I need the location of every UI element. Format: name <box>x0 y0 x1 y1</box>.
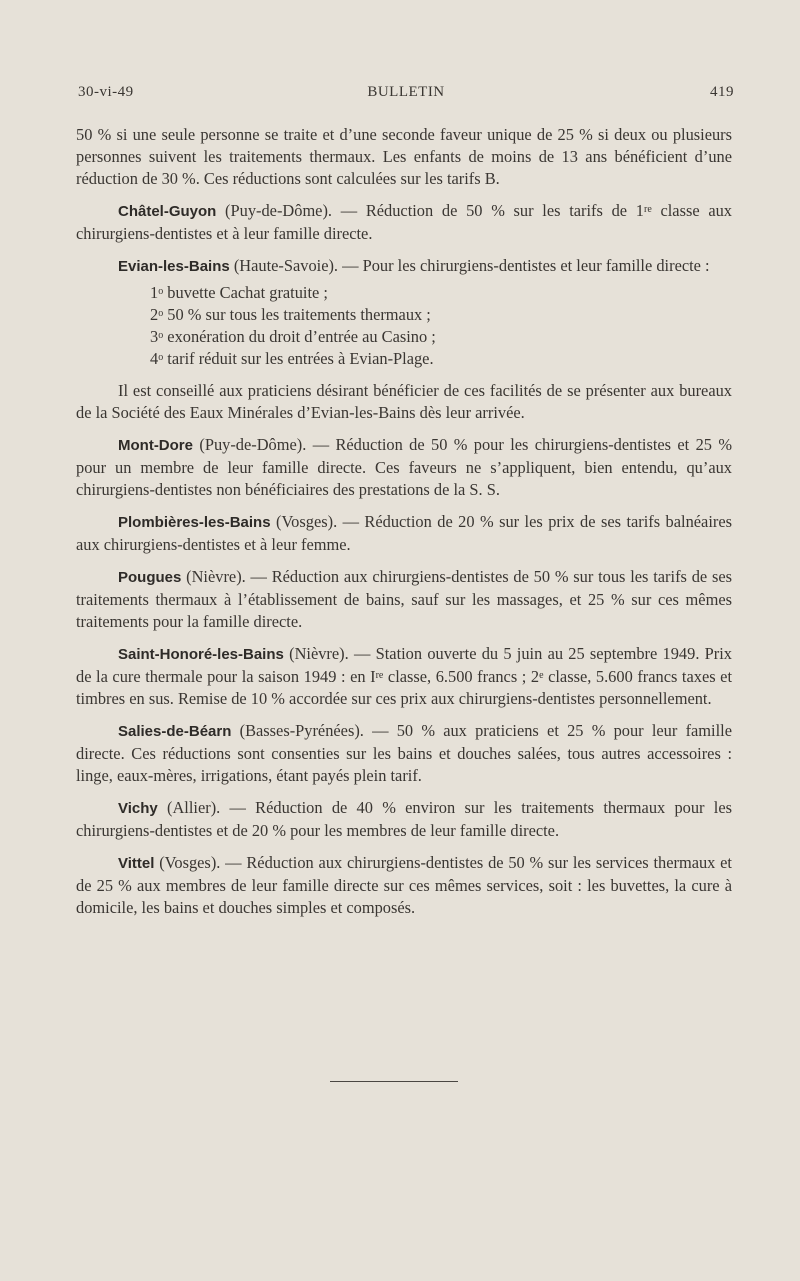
list-item: 2$^o$ 50 % sur tous les traitements thermaux ; <box>150 305 431 324</box>
station-name: Plombières-les-Bains <box>118 514 271 531</box>
station-name: Vichy <box>118 800 158 817</box>
entry-text: (Vosges). — Réduction aux chirurgiens-dentistes de 50 % sur les services thermaux et de 25 % aux membres de leur famille directe sur ces mêmes services, soit : les buvettes, la cure à domicile, les bains et douches simples et composés. <box>76 853 732 917</box>
entry-text: (Nièvre). — Réduction aux chirurgiens-dentistes de 50 % sur tous les tarifs de ses traitements thermaux à l’établissement de bains, sauf sur les massages, et 25 % sur ces mêmes traitements pour la famille directe. <box>76 567 732 631</box>
entry-mont-dore <box>76 434 732 501</box>
station-name: Vittel <box>118 855 155 872</box>
station-name: Châtel-Guyon <box>118 203 217 220</box>
entry-text: (Vosges). — Réduction de 20 % sur les prix de ses tarifs balnéaires aux chirurgiens-dentistes et à leur femme. <box>76 512 732 554</box>
entry-salies-de-bearn <box>76 720 732 787</box>
bulletin-title: BULLETIN <box>367 84 445 100</box>
ordinal-suffix: re <box>643 204 652 215</box>
list-item: 4$^o$ tarif réduit sur les entrées à Evian-Plage. <box>150 349 434 368</box>
page-number: 419 <box>710 84 734 100</box>
entry-text: classe, 6.500 francs ; 2 <box>383 667 540 686</box>
entry-text: classe, 5.600 francs taxes et timbres en sus. Remise de 10 % accordée sur ces prix aux chirurgiens-dentistes personnellement. <box>76 667 732 708</box>
entry-text: (Puy-de-Dôme). — Réduction de 50 % sur les tarifs de 1 <box>216 201 644 220</box>
evian-benefits-list <box>150 282 732 370</box>
entry-text: (Basses-Pyrénées). — 50 % aux praticiens et 25 % pour leur famille directe. Ces réductions sont consenties sur les bains et douches salées, tous autres accessoires : linge, eaux-mères, irrigations, étant payés plein tarif. <box>76 721 732 785</box>
list-item: 1$^o$ buvette Cachat gratuite ; <box>150 283 328 302</box>
ordinal-suffix: e <box>539 670 544 681</box>
intro-paragraph: 50 % si une seule personne se traite et d’une seconde faveur unique de 25 % si deux ou plusieurs personnes suivent les traitements thermaux. Les enfants de moins de 13 ans bénéficient d’une réduction de 30 %. Ces réductions sont calculées sur les tarifs B. <box>76 125 732 188</box>
station-name: Pougues <box>118 569 182 586</box>
entry-text: (Puy-de-Dôme). — Réduction de 50 % pour les chirurgiens-dentistes et 25 % pour un membre de leur famille directe. Ces faveurs ne s’appliquent, bien entendu, qu’aux chirurgiens-dentistes non bénéficiaires des prestations de la S. S. <box>76 435 732 499</box>
entry-evian-les-bains <box>76 255 732 278</box>
station-name: Mont-Dore <box>118 437 193 454</box>
evian-note: Il est conseillé aux praticiens désirant bénéficier de ces facilités de se présenter aux bureaux de la Société des Eaux Minérales d’Evian-les-Bains dès leur arrivée. <box>76 381 732 422</box>
entry-vichy <box>76 797 732 842</box>
entry-saint-honore-les-bains <box>76 643 732 710</box>
station-name: Salies-de-Béarn <box>118 723 232 740</box>
station-name: Saint-Honoré-les-Bains <box>118 646 284 663</box>
article-body <box>76 124 732 929</box>
entry-text: (Nièvre). — Station ouverte du 5 juin au 25 septembre 1949. Prix de la cure thermale pour la saison 1949 : en I <box>76 644 732 686</box>
ordinal-suffix: re <box>375 670 384 681</box>
entry-chatel-guyon <box>76 200 732 245</box>
entry-text: classe aux chirurgiens-dentistes et à leur famille directe. <box>76 201 732 243</box>
section-divider <box>330 1081 458 1082</box>
station-name: Evian-les-Bains <box>118 258 230 275</box>
entry-text: (Allier). — Réduction de 40 % environ sur les traitements thermaux pour les chirurgiens-dentistes et de 20 % pour les membres de leur famille directe. <box>76 798 732 840</box>
entry-pougues <box>76 566 732 633</box>
list-item: 3$^o$ exonération du droit d’entrée au Casino ; <box>150 327 436 346</box>
entry-text: (Haute-Savoie). — Pour les chirurgiens-dentistes et leur famille directe : <box>229 256 710 275</box>
entry-vittel <box>76 852 732 919</box>
issue-date: 30-vi-49 <box>78 84 134 100</box>
entry-plombieres-les-bains <box>76 511 732 556</box>
